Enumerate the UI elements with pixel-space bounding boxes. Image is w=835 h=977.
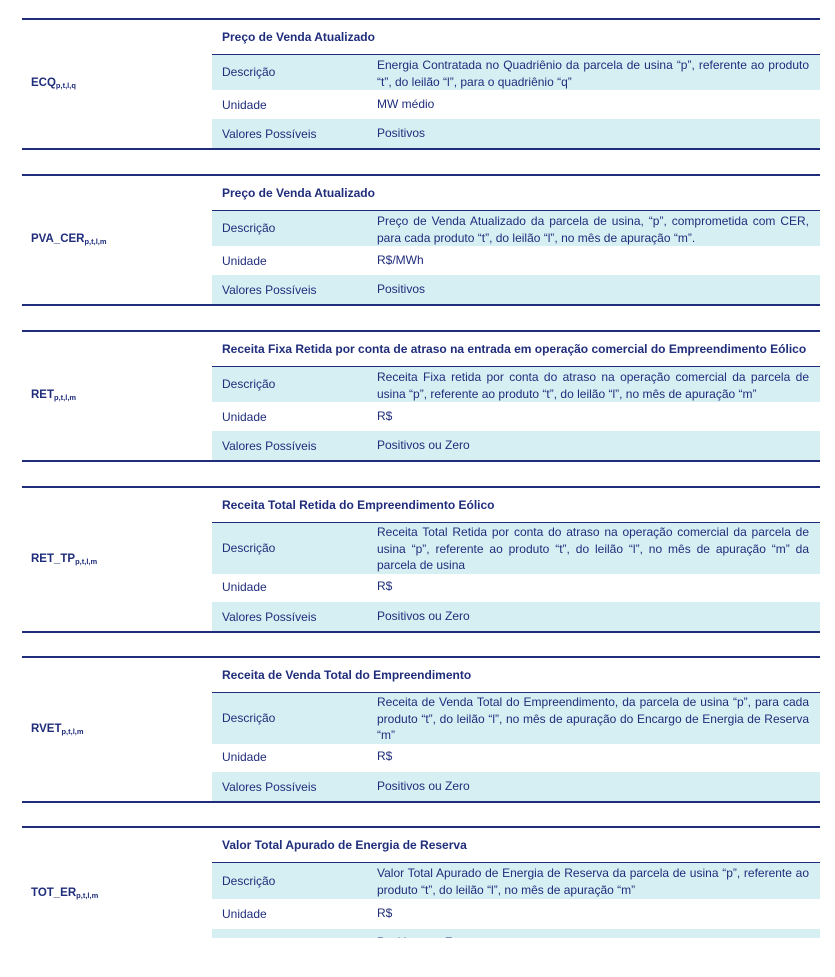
variable-symbol: $TOT\_ER_{p,t,l,m}$ — [31, 887, 99, 900]
unit-value: MW médio — [377, 97, 435, 111]
description-label: Descrição — [222, 221, 276, 235]
variable-subscript: p,t,l,m — [75, 557, 98, 566]
variable-block-rvet — [22, 656, 820, 803]
description-label: Descrição — [222, 874, 276, 888]
unit-row — [212, 246, 820, 275]
description-row — [212, 211, 820, 246]
possible-values-value: Positivos — [377, 282, 426, 296]
possible-values-value: Positivos ou Zero — [377, 438, 470, 452]
possible-values-row — [212, 275, 820, 304]
unit-label: Unidade — [222, 254, 267, 268]
unit-row — [212, 744, 820, 772]
unit-label: Unidade — [222, 410, 267, 424]
block-top-rule — [22, 486, 820, 488]
possible-values-row — [212, 602, 820, 631]
possible-values-value: Positivos ou Zero — [377, 609, 470, 623]
description-row — [212, 55, 820, 90]
unit-value: R$ — [377, 749, 393, 763]
block-bottom-rule — [22, 304, 820, 306]
unit-label: Unidade — [222, 98, 267, 112]
description-row — [212, 523, 820, 574]
description-row — [212, 693, 820, 744]
description-label: Descrição — [222, 377, 276, 391]
block-bottom-rule — [22, 148, 820, 150]
variable-block-ecq — [22, 18, 820, 150]
variable-symbol: $RET\_TP_{p,t,l,m}$ — [31, 553, 98, 566]
description-row — [212, 863, 820, 899]
unit-row — [212, 899, 820, 929]
unit-row — [212, 574, 820, 602]
unit-row — [212, 90, 820, 119]
variable-block-pva-cer — [22, 174, 820, 306]
unit-label: Unidade — [222, 750, 267, 764]
possible-values-row — [212, 772, 820, 801]
description-label: Descrição — [222, 711, 276, 725]
variable-symbol: $RVET_{p,t,l,m}$ — [31, 723, 84, 736]
variable-block-ret-tp — [22, 486, 820, 633]
possible-values-label: Valores Possíveis — [222, 283, 317, 297]
possible-values-label: Valores Possíveis — [222, 127, 317, 141]
possible-values-label: Valores Possíveis — [222, 439, 317, 453]
unit-row — [212, 402, 820, 431]
block-top-rule — [22, 330, 820, 332]
possible-values-label: Valores Possíveis — [222, 610, 317, 624]
description-value: Receita Fixa retida por conta do atraso na operação comercial da parcela de usina “p”, referente ao produto “t”, do leilão “l”, no mês de apuração “m” — [377, 370, 809, 401]
page-cutoff — [0, 938, 835, 977]
possible-values-row — [212, 431, 820, 460]
block-bottom-rule — [22, 460, 820, 462]
unit-value: R$ — [377, 906, 393, 920]
block-bottom-rule — [22, 801, 820, 803]
variable-symbol: $PVA\_CER_{p,t,l,m}$ — [31, 233, 107, 246]
variable-title: Receita Total Retida do Empreendimento Eólico — [222, 498, 495, 512]
description-row — [212, 367, 820, 402]
variable-symbol: $ECQ_{p,t,l,q}$ — [31, 77, 76, 90]
variable-title: Preço de Venda Atualizado — [222, 30, 375, 44]
description-value: Preço de Venda Atualizado da parcela de usina, “p”, comprometida com CER, para cada produto “t”, do leilão “l”, no mês de apuração “m”. — [377, 214, 809, 245]
possible-values-value: Positivos — [377, 126, 426, 140]
variable-title: Receita de Venda Total do Empreendimento — [222, 668, 472, 682]
unit-value: R$/MWh — [377, 253, 424, 267]
description-value: Receita de Venda Total do Empreendimento, da parcela de usina “p”, para cada produto “t”, do leilão “l”, no mês de apuração do Encargo de Energia de Reserva “m” — [377, 695, 809, 742]
unit-label: Unidade — [222, 580, 267, 594]
description-value: Valor Total Apurado de Energia de Reserva da parcela de usina “p”, referente ao produto “t”, do leilão “l”, no mês de apuração “m” — [377, 866, 809, 897]
description-label: Descrição — [222, 65, 276, 79]
unit-value: R$ — [377, 409, 393, 423]
variable-subscript: p,t,l,m — [54, 393, 77, 402]
variable-symbol: $RET_{p,t,l,m}$ — [31, 389, 77, 402]
unit-label: Unidade — [222, 907, 267, 921]
variable-title: Valor Total Apurado de Energia de Reserva — [222, 838, 467, 852]
unit-value: R$ — [377, 579, 393, 593]
variable-title: Preço de Venda Atualizado — [222, 186, 375, 200]
description-value: Receita Total Retida por conta do atraso na operação comercial da parcela de usina “p”, referente ao produto “t”, do leilão “l”, no mês de apuração “m” da parcela de usina — [377, 525, 809, 572]
block-top-rule — [22, 174, 820, 176]
block-bottom-rule — [22, 631, 820, 633]
description-value: Energia Contratada no Quadriênio da parcela de usina “p”, referente ao produto “t”, do leilão “l”, para o quadriênio “q” — [377, 58, 809, 89]
possible-values-value: Positivos ou Zero — [377, 779, 470, 793]
variable-subscript: p,t,l,q — [55, 81, 76, 90]
variable-subscript: p,t,l,m — [84, 237, 107, 246]
variable-block-ret — [22, 330, 820, 462]
block-top-rule — [22, 656, 820, 658]
description-label: Descrição — [222, 541, 276, 555]
block-top-rule — [22, 18, 820, 20]
possible-values-label: Valores Possíveis — [222, 780, 317, 794]
possible-values-row — [212, 119, 820, 148]
variable-title: Receita Fixa Retida por conta de atraso na entrada em operação comercial do Empreendimento Eólico — [222, 342, 807, 356]
variable-subscript: p,t,l,m — [76, 891, 99, 900]
variable-subscript: p,t,l,m — [61, 727, 84, 736]
block-top-rule — [22, 826, 820, 828]
